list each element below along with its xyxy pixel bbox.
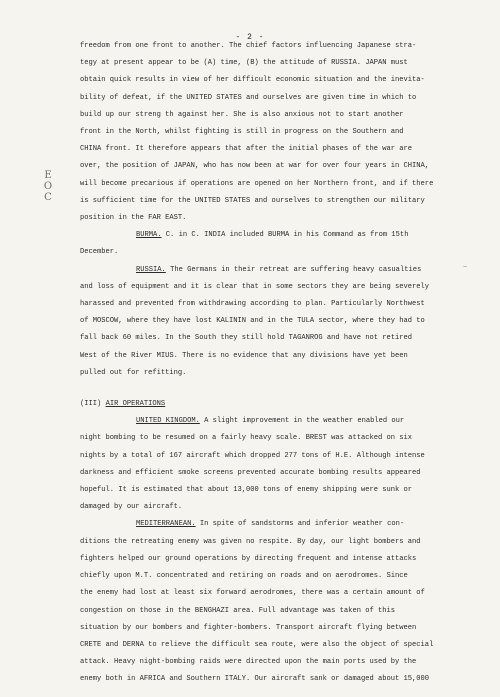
section-heading-mediterranean: MEDITERRANEAN. xyxy=(136,520,196,529)
text-line: damaged by our aircraft. xyxy=(80,503,183,512)
margin-letter: C xyxy=(44,192,52,203)
text-line: hopeful. It is estimated that about 13,000 tons of enemy shipping were sunk or xyxy=(80,486,413,495)
paragraph-united-kingdom xyxy=(80,413,460,516)
page-number: - 2 - xyxy=(235,33,265,42)
text-line: situation by our bombers and fighter-bombers. Transport aircraft flying between xyxy=(80,623,417,632)
text-line: MEDITERRANEAN. In spite of sandstorms and inferior weather con- xyxy=(136,520,405,529)
text-line: West of the River MIUS. There is no evidence that any divisions have yet been xyxy=(80,351,408,360)
text-line: congestion on those in the BENGHAZI area. Full advantage was taken of this xyxy=(80,606,396,615)
text-line: harassed and prevented from withdrawing according to plan. Particularly Northwest xyxy=(80,300,425,309)
pencil-mark: ~ xyxy=(463,264,468,272)
text-line: UNITED KINGDOM. A slight improvement in the weather enabled our xyxy=(136,417,405,426)
text-line: ditions the retreating enemy was given no respite. By day, our light bombers and xyxy=(80,537,421,546)
text-line: chiefly upon M.T. concentrated and retiring on roads and on aerodromes. Since xyxy=(80,572,408,581)
text-line: fighters helped our ground operations by directing frequent and intense attacks xyxy=(80,554,417,563)
text-line: and loss of equipment and it is clear that in some sectors they are being severely xyxy=(80,282,430,291)
paragraph-russia xyxy=(80,262,460,382)
text-line: attack. Heavy night-bombing raids were directed upon the main ports used by the xyxy=(80,658,417,667)
text-line: CHINA front. It therefore appears that after the initial phases of the war are xyxy=(80,145,413,154)
margin-letter: E xyxy=(44,170,52,181)
text-line: fall back 60 miles. In the South they still hold TAGANROG and have not retired xyxy=(80,334,413,343)
text-line: over, the position of JAPAN, who has now been at war for over four years in CHINA, xyxy=(80,162,430,171)
paragraph-mediterranean xyxy=(80,516,460,688)
margin-letter: O xyxy=(43,181,53,192)
paragraph-burma xyxy=(80,227,460,261)
text-line: nights by a total of 167 aircraft which dropped 277 tons of H.E. Although intense xyxy=(80,451,425,460)
text-line: pulled out for refitting. xyxy=(80,368,187,377)
text-line: position in the FAR EAST. xyxy=(80,214,187,223)
text-line: night bombing to be resumed on a fairly heavy scale. BREST was attacked on six xyxy=(80,434,413,443)
text-line: bility of defeat, if the UNITED STATES and ourselves are given time in which to xyxy=(80,93,417,102)
section-heading-air-operations: (III) AIR OPERATIONS xyxy=(80,400,166,409)
text-line: obtain quick results in view of her difficult economic situation and the inevita- xyxy=(80,76,425,85)
text-line: RUSSIA. The Germans in their retreat are suffering heavy casualties xyxy=(136,265,422,274)
text-line: build up our streng th against her. She is also anxious not to start another xyxy=(80,110,404,119)
paragraph-japan-strategy xyxy=(80,38,460,227)
text-line: front in the North, whilst fighting is still in progress on the Southern and xyxy=(80,128,404,137)
section-heading-united-kingdom: UNITED KINGDOM. xyxy=(136,417,200,426)
text-line: the enemy had lost at least six forward aerodromes, there was a certain amount of xyxy=(80,589,425,598)
text-line: darkness and efficient smoke screens prevented accurate bombing results appeared xyxy=(80,468,421,477)
margin-annotation xyxy=(43,170,53,203)
text-line: CRETE and DERNA to relieve the difficult sea route, were also the object of special xyxy=(80,640,434,649)
text-line: of MOSCOW, where they have lost KALININ and in the TULA sector, where they had to xyxy=(80,317,425,326)
text-line: enemy both in AFRICA and Southern ITALY. Our aircraft sank or damaged about 15,000 xyxy=(80,675,430,684)
section-heading-russia: RUSSIA. xyxy=(136,265,166,274)
text-line: will become precarious if operations are opened on her Northern front, and if there xyxy=(80,179,434,188)
text-line: tegy at present appear to be (A) time, (B) the attitude of RUSSIA. JAPAN must xyxy=(80,59,408,68)
body-text xyxy=(80,38,460,689)
text-line: freedom from one front to another. The chief factors influencing Japanese stra- xyxy=(80,42,417,50)
section-heading-burma: BURMA. xyxy=(136,231,162,240)
text-line: December. xyxy=(80,248,119,257)
text-line: BURMA. C. in C. INDIA included BURMA in his Command as from 15th xyxy=(136,231,409,240)
text-line: is sufficient time for the UNITED STATES and ourselves to strengthen our military xyxy=(80,196,425,205)
